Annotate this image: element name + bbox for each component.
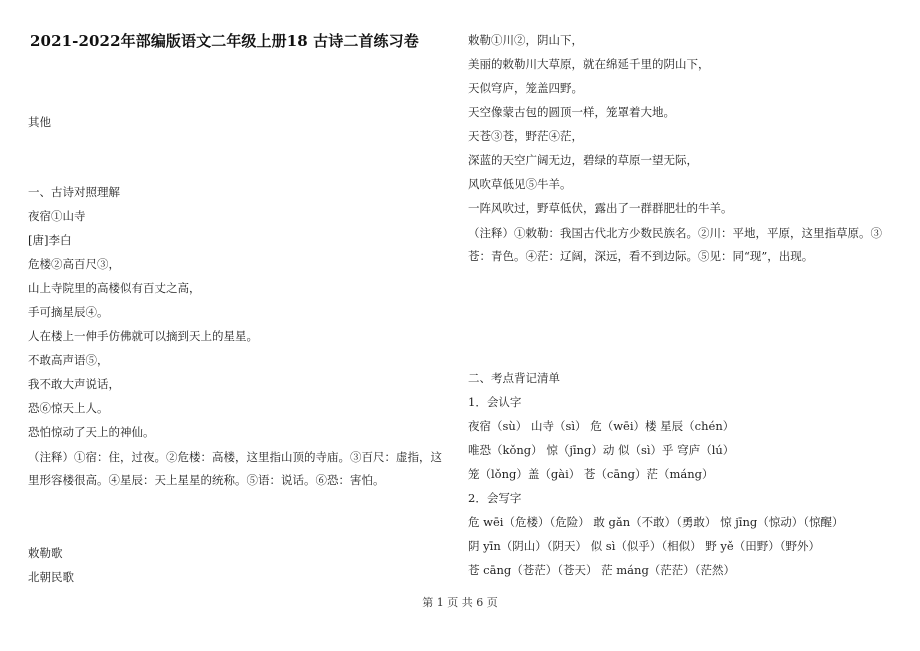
category-label: 其他: [28, 115, 51, 129]
translation-line: 一阵风吹过，野草低伏，露出了一群群肥壮的牛羊。: [468, 201, 733, 215]
poem-title: 敕勒歌: [28, 546, 63, 560]
annotation-notes: （注释）①宿：住，过夜。②危楼：高楼，这里指山顶的寺庙。③百尺：虚指，这里形容楼很高。④星辰：天上星星的统称。⑤语：说话。⑥恐：害怕。: [28, 450, 442, 487]
poem-line: 不敢高声语⑤，: [28, 353, 109, 367]
vocab-line: 唯恐（kǒng） 惊（jīng）动 似（sì）乎 穹庐（lú）: [468, 443, 735, 457]
poem-author: [唐]李白: [28, 233, 72, 247]
translation-line: 山上寺院里的高楼似有百丈之高，: [28, 281, 201, 295]
page-number: 第 1 页 共 6 页: [422, 596, 498, 609]
section-heading: 一、古诗对照理解: [28, 185, 120, 199]
vocab-line: 笼（lǒng）盖（gài） 苍（cāng）茫（máng）: [468, 467, 714, 481]
vocab-line: 阴 yīn（阴山）（阴天） 似 sì（似乎）（相似） 野 yě（田野）（野外）: [468, 539, 820, 553]
poem-author: 北朝民歌: [28, 570, 74, 584]
translation-line: 深蓝的天空广阔无边，碧绿的草原一望无际，: [468, 153, 698, 167]
annotation-notes: （注释）①敕勒：我国古代北方少数民族名。②川：平地，平原，这里指草原。③苍：青色。④茫：辽阔，深远，看不到边际。⑤见：同“现”，出现。: [468, 226, 882, 263]
poem-line: 敕勒①川②，阴山下，: [468, 33, 583, 47]
translation-line: 我不敢大声说话，: [28, 377, 120, 391]
vocab-line: 夜宿（sù） 山寺（sì） 危（wēi）楼 星辰（chén）: [468, 419, 735, 433]
document-title: 2021-2022年部编版语文二年级上册18 古诗二首练习卷: [30, 32, 419, 50]
subsection-heading: 1．会认字: [468, 395, 522, 409]
translation-line: 天空像蒙古包的圆顶一样，笼罩着大地。: [468, 105, 675, 119]
subsection-heading: 2．会写字: [468, 491, 522, 505]
section-heading: 二、考点背记清单: [468, 371, 560, 385]
poem-line: 风吹草低见⑤牛羊。: [468, 177, 572, 191]
translation-line: 美丽的敕勒川大草原，就在绵延千里的阴山下，: [468, 57, 710, 71]
poem-line: 危楼②高百尺③，: [28, 257, 120, 271]
vocab-line: 苍 cāng（苍茫）（苍天） 茫 máng（茫茫）（茫然）: [468, 563, 736, 577]
poem-line: 手可摘星辰④。: [28, 305, 109, 319]
translation-line: 恐怕惊动了天上的神仙。: [28, 425, 155, 439]
translation-line: 人在楼上一伸手仿佛就可以摘到天上的星星。: [28, 329, 258, 343]
poem-line: 恐⑥惊天上人。: [28, 401, 109, 415]
vocab-line: 危 wēi（危楼）（危险） 敢 gǎn（不敢）（勇敢） 惊 jīng（惊动）（惊醒）: [468, 515, 844, 529]
poem-line: 天似穹庐，笼盖四野。: [468, 81, 583, 95]
poem-line: 天苍③苍，野茫④茫，: [468, 129, 583, 143]
poem-title: 夜宿①山寺: [28, 209, 86, 223]
